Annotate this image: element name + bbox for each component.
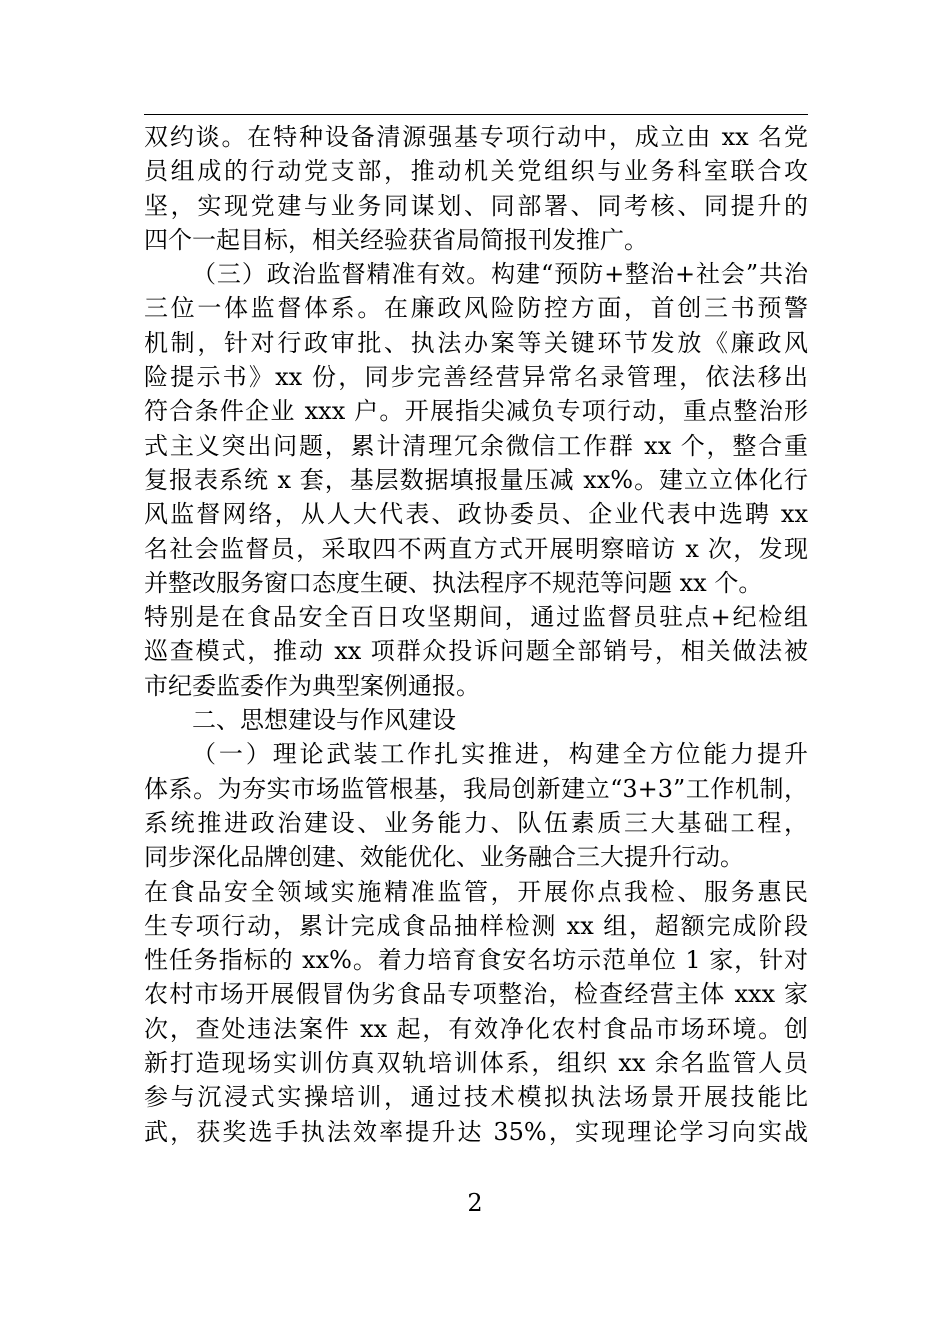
chapter-heading: 二、思想建设与作风建设 (192, 706, 456, 735)
text-line: 并整改服务窗口态度生硬、执法程序不规范等问题 xx 个。 (144, 568, 763, 597)
text-line: 在食品安全领域实施精准监管，开展你点我检、服务惠民 (144, 877, 808, 906)
text-line: 名社会监督员，采取四不两直方式开展明察暗访 x 次，发现 (144, 534, 808, 563)
text-line: 同步深化品牌创建、效能优化、业务融合三大提升行动。 (144, 843, 744, 872)
text-line: 险提示书》xx 份，同步完善经营异常名录管理，依法移出 (144, 363, 808, 392)
text-line: 复报表系统 x 套，基层数据填报量压减 xx%。建立立体化行 (144, 465, 808, 494)
text-line: 武，获奖选手执法效率提升达 35%，实现理论学习向实战 (144, 1117, 808, 1146)
text-line: 特别是在食品安全百日攻坚期间，通过监督员驻点+纪检组 (144, 603, 808, 632)
page-number: 2 (467, 1189, 483, 1217)
text-line: 市纪委监委作为典型案例通报。 (144, 671, 480, 700)
text-line: 新打造现场实训仿真双轨培训体系，组织 xx 余名监管人员 (144, 1049, 808, 1078)
text-line: 体系。为夯实市场监管根基，我局创新建立“3+3”工作机制， (144, 774, 808, 803)
text-line: 符合条件企业 xxx 户。开展指尖减负专项行动，重点整治形 (144, 397, 808, 426)
text-line: 式主义突出问题，累计清理冗余微信工作群 xx 个，整合重 (144, 431, 808, 460)
text-line: 机制，针对行政审批、执法办案等关键环节发放《廉政风 (144, 328, 808, 357)
section-heading-political-supervision: （三）政治监督精准有效。构建“预防+整治+社会”共治 (192, 260, 808, 289)
text-line: 员组成的行动党支部，推动机关党组织与业务科室联合攻 (144, 157, 808, 186)
text-line: 四个一起目标，相关经验获省局简报刊发推广。 (144, 225, 648, 254)
header-rule (144, 114, 808, 115)
body-text (144, 120, 808, 1149)
text-line: 风监督网络，从人大代表、政协委员、企业代表中选聘 xx (144, 500, 808, 529)
section-heading-theory: （一）理论武装工作扎实推进，构建全方位能力提升 (192, 740, 808, 769)
text-line: 次，查处违法案件 xx 起，有效净化农村食品市场环境。创 (144, 1014, 808, 1043)
text-line: 系统推进政治建设、业务能力、队伍素质三大基础工程， (144, 808, 808, 837)
text-line: 双约谈。在特种设备清源强基专项行动中，成立由 xx 名党 (144, 123, 808, 151)
text-line: 参与沉浸式实操培训，通过技术模拟执法场景开展技能比 (144, 1083, 808, 1112)
text-line: 生专项行动，累计完成食品抽样检测 xx 组，超额完成阶段 (144, 911, 808, 940)
text-line: 巡查模式，推动 xx 项群众投诉问题全部销号，相关做法被 (144, 637, 808, 666)
text-line: 农村市场开展假冒伪劣食品专项整治，检查经营主体 xxx 家 (144, 980, 808, 1009)
text-line: 坚，实现党建与业务同谋划、同部署、同考核、同提升的 (144, 191, 808, 220)
text-line: 三位一体监督体系。在廉政风险防控方面，首创三书预警 (144, 294, 808, 323)
text-line: 性任务指标的 xx%。着力培育食安名坊示范单位 1 家，针对 (144, 946, 808, 975)
